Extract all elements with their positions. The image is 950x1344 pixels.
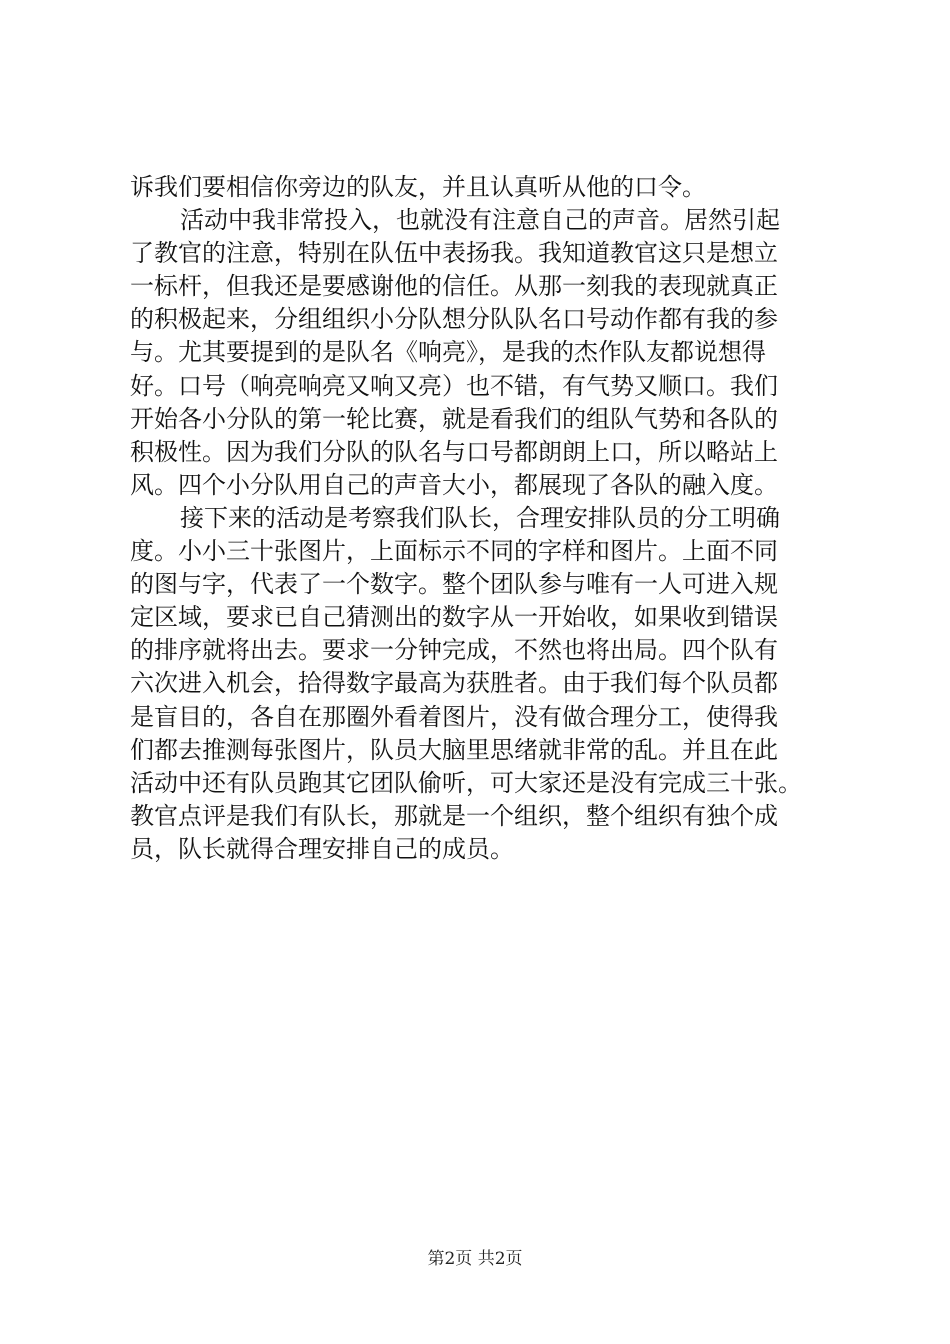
text-line: 积极性。因为我们分队的队名与口号都朗朗上口，所以略站上 <box>130 437 778 466</box>
text-line: 六次进入机会，拾得数字最高为获胜者。由于我们每个队员都 <box>130 669 778 698</box>
text-line: 定区域，要求已自己猜测出的数字从一开始收，如果收到错误 <box>130 603 778 632</box>
paragraph-start-line: 活动中我非常投入，也就没有注意自己的声音。居然引起 <box>180 206 780 235</box>
text-line: 诉我们要相信你旁边的队友，并且认真听从他的口令。 <box>130 173 706 201</box>
text-line: 度。小小三十张图片，上面标示不同的字样和图片。上面不同 <box>130 537 778 566</box>
text-line: 与。尤其要提到的是队名《响亮》，是我的杰作队友都说想得 <box>130 338 766 367</box>
text-line: 教官点评是我们有队长，那就是一个组织，整个组织有独个成 <box>130 801 778 830</box>
text-line: 的积极起来，分组组织小分队想分队队名口号动作都有我的参 <box>130 305 778 334</box>
text-line: 好。口号（响亮响亮又响又亮）也不错，有气势又顺口。我们 <box>130 371 778 400</box>
text-line: 一标杆，但我还是要感谢他的信任。从那一刻我的表现就真正 <box>130 272 778 301</box>
text-line: 活动中还有队员跑其它团队偷听，可大家还是没有完成三十张。 <box>130 768 802 797</box>
text-line: 员，队长就得合理安排自己的成员。 <box>130 834 514 863</box>
text-line: 了教官的注意，特别在队伍中表扬我。我知道教官这只是想立 <box>130 239 778 268</box>
text-line: 开始各小分队的第一轮比赛，就是看我们的组队气势和各队的 <box>130 404 778 433</box>
text-line: 们都去推测每张图片，队员大脑里思绪就非常的乱。并且在此 <box>130 735 778 764</box>
text-line: 风。四个小分队用自己的声音大小，都展现了各队的融入度。 <box>130 470 778 499</box>
text-line: 是盲目的，各自在那圈外看着图片，没有做合理分工，使得我 <box>130 702 778 731</box>
body-text <box>130 171 838 866</box>
text-line: 的图与字，代表了一个数字。整个团队参与唯有一人可进入规 <box>130 570 778 599</box>
paragraph-start-line: 接下来的活动是考察我们队长，合理安排队员的分工明确 <box>180 503 780 532</box>
text-line: 的排序就将出去。要求一分钟完成，不然也将出局。四个队有 <box>130 636 778 665</box>
page-footer: 第2页 共2页 <box>427 1249 523 1269</box>
